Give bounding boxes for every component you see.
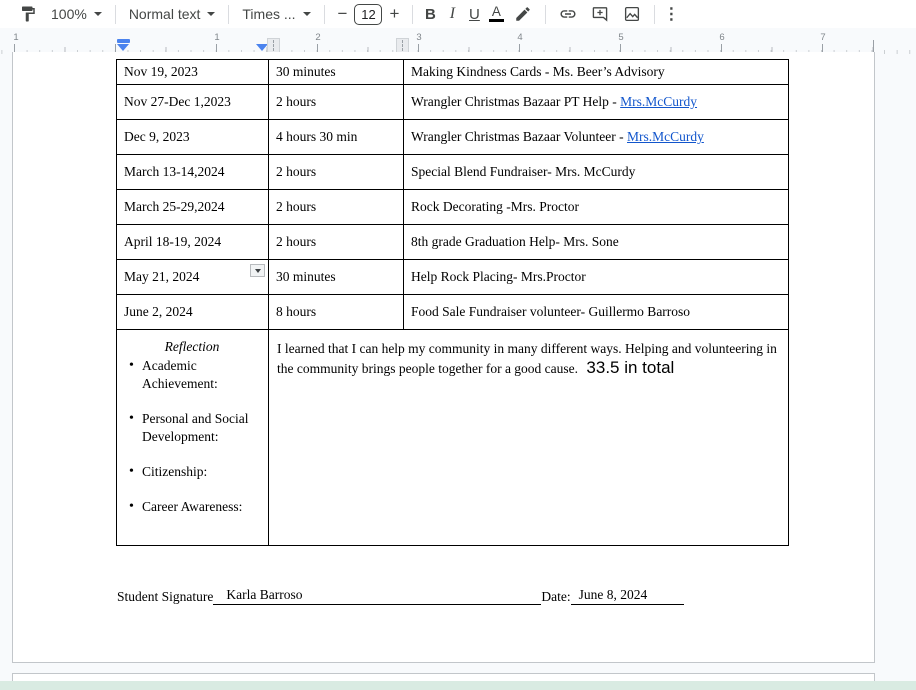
ruler-number: 6 <box>719 32 725 43</box>
next-page-highlight-strip <box>0 681 916 690</box>
add-comment-button[interactable] <box>584 2 616 26</box>
chevron-down-icon <box>207 12 215 16</box>
reflection-bullet-item: • Career Awareness: <box>129 498 262 516</box>
date-cell[interactable] <box>117 295 269 330</box>
highlight-color-button[interactable] <box>507 2 539 26</box>
highlighter-pen-icon <box>514 5 532 23</box>
toolbar <box>0 0 916 28</box>
activity-cell[interactable]: 8th grade Graduation Help- Mrs. Sone <box>404 225 789 260</box>
italic-button[interactable]: I <box>441 2 463 26</box>
toolbar-divider <box>228 5 229 24</box>
signature-line[interactable] <box>117 587 684 605</box>
comment-add-icon <box>591 5 609 23</box>
reflection-answer-cell[interactable] <box>269 330 789 546</box>
left-indent-marker[interactable] <box>117 44 129 51</box>
table-row <box>117 225 789 260</box>
date-cell[interactable] <box>117 190 269 225</box>
duration-cell[interactable]: 30 minutes <box>269 60 404 85</box>
table-row <box>117 155 789 190</box>
date-text: Nov 27-Dec 1,2023 <box>124 94 231 109</box>
table-column-handle[interactable] <box>267 38 280 53</box>
paragraph-style-value: Normal text <box>128 6 201 22</box>
duration-cell[interactable]: 2 hours <box>269 155 404 190</box>
paint-format-button[interactable] <box>12 2 44 26</box>
date-text: May 21, 2024 <box>124 269 200 284</box>
font-size-input[interactable]: 12 <box>354 4 382 25</box>
document-page <box>12 52 875 663</box>
date-cell[interactable] <box>117 120 269 155</box>
cell-dropdown-button[interactable] <box>250 264 265 277</box>
insert-link-button[interactable] <box>552 2 584 26</box>
reflection-bullet-item: • Personal and Social Development: <box>129 410 262 446</box>
activity-cell[interactable]: Wrangler Christmas Bazaar Volunteer - Mrs.McCurdy <box>404 120 789 155</box>
date-label: Date: <box>541 589 571 604</box>
date-text: March 13-14,2024 <box>124 164 225 179</box>
text-color-swatch <box>489 19 504 23</box>
toolbar-divider <box>412 5 413 24</box>
ruler-number: 1 <box>13 32 19 43</box>
first-line-indent-marker[interactable] <box>117 39 130 43</box>
volunteer-table-body <box>117 60 789 330</box>
bold-button[interactable]: B <box>419 2 441 26</box>
ruler-number: 7 <box>820 32 826 43</box>
volunteer-hours-table <box>116 59 789 546</box>
table-row <box>117 295 789 330</box>
duration-cell[interactable]: 30 minutes <box>269 260 404 295</box>
activity-cell[interactable]: Making Kindness Cards - Ms. Beer’s Advisory <box>404 60 789 85</box>
link-icon <box>559 5 577 23</box>
activity-cell[interactable]: Rock Decorating -Mrs. Proctor <box>404 190 789 225</box>
table-column-handle[interactable] <box>396 38 409 53</box>
date-text: Dec 9, 2023 <box>124 129 190 144</box>
chevron-down-icon <box>303 12 311 16</box>
teacher-link[interactable]: Mrs.McCurdy <box>620 94 698 109</box>
date-text: June 2, 2024 <box>124 304 193 319</box>
ruler-number: 5 <box>618 32 624 43</box>
ruler-number: 1 <box>214 32 220 43</box>
increase-font-size-button[interactable]: + <box>382 2 406 26</box>
date-cell[interactable] <box>117 60 269 85</box>
activity-cell[interactable]: Special Blend Fundraiser- Mrs. McCurdy <box>404 155 789 190</box>
toolbar-divider <box>545 5 546 24</box>
decrease-font-size-button[interactable]: − <box>331 2 355 26</box>
insert-image-button[interactable] <box>616 2 648 26</box>
activity-cell[interactable]: Help Rock Placing- Mrs.Proctor <box>404 260 789 295</box>
reflection-bullet-item: • Citizenship: <box>129 463 262 481</box>
activity-cell[interactable]: Food Sale Fundraiser volunteer- Guillermo Barroso <box>404 295 789 330</box>
date-cell[interactable] <box>117 225 269 260</box>
paint-roller-icon <box>19 5 37 23</box>
student-signature-value[interactable]: Karla Barroso <box>213 587 541 605</box>
ruler-number: 2 <box>315 32 321 43</box>
date-cell[interactable] <box>117 85 269 120</box>
duration-cell[interactable]: 2 hours <box>269 190 404 225</box>
duration-cell[interactable]: 8 hours <box>269 295 404 330</box>
reflection-text: I learned that I can help my community in many different ways. Helping and volunteering in the community brings people together for a good cause. <box>277 341 777 376</box>
underline-button[interactable]: U <box>463 2 485 26</box>
image-icon <box>623 5 641 23</box>
chevron-down-icon <box>94 12 102 16</box>
total-hours-text: 33.5 in total <box>586 358 675 377</box>
font-select[interactable] <box>235 2 317 26</box>
reflection-prompt-cell[interactable] <box>117 330 269 546</box>
more-options-button[interactable]: ⋮ <box>661 2 681 26</box>
zoom-select[interactable] <box>44 2 109 26</box>
reflection-title: Reflection <box>164 339 220 354</box>
toolbar-divider <box>324 5 325 24</box>
date-cell[interactable] <box>117 260 269 295</box>
teacher-link[interactable]: Mrs.McCurdy <box>627 129 704 144</box>
date-text: Nov 19, 2023 <box>124 64 198 79</box>
date-cell[interactable] <box>117 155 269 190</box>
date-text: March 25-29,2024 <box>124 199 225 214</box>
text-color-button[interactable] <box>485 2 507 26</box>
font-value: Times ... <box>242 6 296 22</box>
duration-cell[interactable]: 2 hours <box>269 225 404 260</box>
paragraph-style-select[interactable] <box>122 2 223 26</box>
table-row <box>117 85 789 120</box>
toolbar-divider <box>654 5 655 24</box>
duration-cell[interactable]: 2 hours <box>269 85 404 120</box>
date-value[interactable]: June 8, 2024 <box>571 587 684 605</box>
reflection-row <box>117 330 789 546</box>
student-signature-label: Student Signature <box>117 589 214 604</box>
text-color-letter: A <box>491 3 501 19</box>
activity-cell[interactable]: Wrangler Christmas Bazaar PT Help - Mrs.McCurdy <box>404 85 789 120</box>
table-row <box>117 60 789 85</box>
reflection-bullet-list <box>124 357 268 516</box>
table-row <box>117 190 789 225</box>
zoom-value: 100% <box>51 6 87 22</box>
ruler-number: 3 <box>416 32 422 43</box>
toolbar-divider <box>115 5 116 24</box>
table-row <box>117 260 789 295</box>
reflection-bullet-item: • Academic Achievement: <box>129 357 262 393</box>
duration-cell[interactable]: 4 hours 30 min <box>269 120 404 155</box>
table-row <box>117 120 789 155</box>
chevron-down-icon <box>255 269 261 273</box>
date-text: April 18-19, 2024 <box>124 234 222 249</box>
ruler-number: 4 <box>517 32 523 43</box>
